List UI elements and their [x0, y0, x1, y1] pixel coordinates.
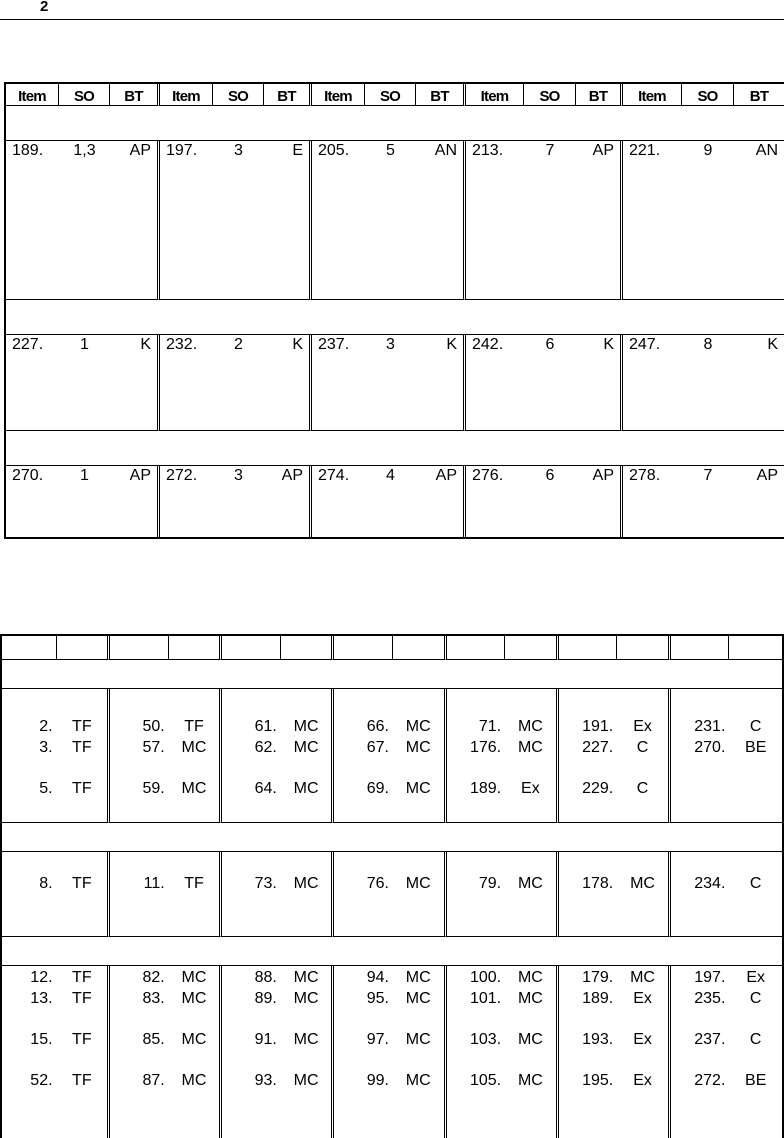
item-type-column — [169, 852, 223, 937]
table1-cell: 8 — [682, 335, 734, 431]
table2-header-cell — [110, 636, 169, 660]
item-number-column — [447, 689, 506, 823]
table1-section-band — [6, 300, 784, 335]
item-number: 97. — [366, 1030, 389, 1048]
table1-cell: 7 — [703, 467, 713, 484]
item-type: MC — [517, 738, 543, 756]
item-number: 83. — [142, 989, 165, 1007]
item-number-column — [334, 966, 393, 1138]
spacer — [447, 1050, 502, 1071]
table1-cell: 274. — [318, 467, 350, 484]
table1-cell: 1 — [59, 335, 110, 431]
section-band-cell — [6, 431, 784, 466]
table2-header-cell — [617, 636, 671, 660]
table1-header-cell: Item — [160, 84, 213, 106]
spacer — [729, 1009, 782, 1030]
table1-row — [6, 335, 784, 431]
table1-header-cell: SO — [682, 84, 734, 106]
table1-cell: 6 — [545, 467, 555, 484]
item-type-column — [505, 689, 559, 823]
item-type: TF — [72, 718, 92, 735]
item-type: MC — [405, 1071, 431, 1089]
item-type-column — [729, 966, 782, 1138]
section-band-cell — [2, 937, 782, 966]
item-number: 79. — [478, 875, 502, 892]
table1-row — [6, 466, 784, 537]
section-band-cell — [2, 660, 782, 689]
spacer — [110, 758, 165, 779]
spacer — [169, 758, 220, 779]
item-number: 50. — [142, 718, 165, 735]
item-number: 13. — [30, 989, 53, 1007]
table1-cell: 242. — [466, 335, 524, 431]
spacer — [617, 1009, 668, 1030]
table1-header-cell: BT — [576, 84, 623, 106]
item-type: MC — [293, 989, 319, 1007]
item-type: TF — [184, 718, 204, 735]
spacer — [281, 1050, 332, 1071]
table1-cell: 227. — [6, 335, 59, 431]
item-number: 76. — [366, 875, 389, 892]
table1-cell: AP — [416, 466, 466, 537]
item-number: 59. — [142, 779, 165, 797]
table2-section-band — [2, 937, 782, 966]
item-type: TF — [72, 875, 92, 892]
item-number: 64. — [254, 779, 277, 797]
item-number: 89. — [254, 989, 277, 1007]
item-type-column — [393, 689, 447, 823]
item-type: Ex — [633, 1030, 652, 1048]
table1-cell: AP — [110, 466, 160, 537]
spacer — [2, 1050, 53, 1071]
table1-cell: AP — [576, 466, 623, 537]
spacer — [334, 1009, 389, 1030]
table1-section-band — [6, 106, 784, 141]
item-number: 193. — [582, 1030, 614, 1048]
header-rule — [0, 19, 784, 20]
item-number: 91. — [254, 1030, 277, 1048]
section-band-cell — [6, 106, 784, 141]
item-number: 57. — [142, 738, 165, 756]
item-type-column — [617, 852, 671, 937]
item-number-column — [559, 852, 618, 937]
item-type: C — [749, 1030, 762, 1048]
table1-row — [6, 141, 784, 300]
item-type-column — [169, 689, 223, 823]
item-number: 101. — [469, 989, 502, 1007]
item-type: MC — [181, 989, 207, 1007]
item-number-column — [222, 852, 281, 937]
item-type: MC — [293, 718, 319, 735]
item-type: MC — [405, 1030, 431, 1048]
item-number: 62. — [254, 738, 277, 756]
table1-cell: 221. — [623, 141, 682, 300]
item-number: 231. — [694, 718, 726, 735]
item-number: 189. — [469, 779, 502, 797]
table1-cell: 247. — [623, 335, 682, 431]
spacer — [334, 1050, 389, 1071]
item-type-column — [393, 966, 447, 1138]
table1-cell: AN — [734, 141, 784, 300]
item-number-column — [110, 852, 169, 937]
spacer — [393, 758, 444, 779]
item-number: 12. — [30, 969, 53, 986]
item-type: MC — [517, 718, 543, 735]
table1-cell: AP — [264, 466, 312, 537]
spacer — [447, 1009, 502, 1030]
table1-header-cell: BT — [416, 84, 466, 106]
item-number-column — [671, 852, 730, 937]
spacer — [505, 758, 556, 779]
item-type: TF — [72, 779, 92, 797]
item-number: 69. — [366, 779, 389, 797]
item-number-column — [222, 966, 281, 1138]
item-number: 191. — [582, 718, 614, 735]
item-number-column — [559, 689, 618, 823]
spacer — [169, 1009, 220, 1030]
item-number: 88. — [254, 969, 277, 986]
table1-header-cell: SO — [365, 84, 416, 106]
item-type: MC — [405, 718, 431, 735]
spacer — [617, 1050, 668, 1071]
table2-header-cell — [281, 636, 335, 660]
item-number: 73. — [254, 875, 277, 892]
item-type: TF — [72, 969, 92, 986]
table1-header-cell: BT — [110, 84, 160, 106]
item-type: MC — [517, 1071, 543, 1089]
item-type: MC — [293, 1030, 319, 1048]
spacer — [671, 1050, 726, 1071]
table2-header-cell — [57, 636, 111, 660]
item-number: 105. — [469, 1071, 502, 1089]
item-type: Ex — [633, 718, 652, 735]
item-number: 189. — [582, 989, 614, 1007]
item-number-column — [334, 689, 393, 823]
section-band-cell — [2, 823, 782, 852]
item-type: MC — [517, 969, 543, 986]
item-type: MC — [293, 1071, 319, 1089]
table1-cell: 1 — [80, 467, 89, 484]
table2-header-cell — [222, 636, 281, 660]
table1-header-cell: Item — [466, 84, 524, 106]
table2-header-cell — [559, 636, 618, 660]
item-type: MC — [405, 969, 431, 986]
table1-cell: 276. — [472, 467, 504, 484]
item-number: 197. — [694, 969, 726, 986]
spacer — [222, 758, 277, 779]
table1-header-cell: SO — [524, 84, 576, 106]
item-number-column — [671, 966, 730, 1138]
item-number: 93. — [254, 1071, 277, 1089]
item-type: MC — [630, 969, 655, 986]
table2-header-cell — [2, 636, 57, 660]
table2-row — [2, 966, 782, 1138]
item-type-column — [505, 966, 559, 1138]
item-type: TF — [184, 875, 204, 892]
item-type: Ex — [633, 989, 652, 1007]
item-number-column — [2, 689, 57, 823]
item-type: MC — [181, 1071, 207, 1089]
table1-header-cell: BT — [264, 84, 312, 106]
item-number: 61. — [254, 718, 277, 735]
item-type: BE — [745, 1071, 767, 1089]
item-type-column — [617, 966, 671, 1138]
table1-cell: K — [734, 335, 784, 431]
table1-header-cell: Item — [312, 84, 365, 106]
spacer — [57, 1050, 108, 1071]
item-type: MC — [181, 779, 207, 797]
table2-header-row — [2, 636, 782, 660]
item-number: 2. — [39, 718, 53, 735]
item-number: 272. — [694, 1071, 726, 1089]
item-type-column — [393, 852, 447, 937]
item-type: MC — [517, 1030, 543, 1048]
item-type: C — [749, 989, 762, 1007]
item-number: 99. — [366, 1071, 389, 1089]
item-type-column — [57, 689, 111, 823]
item-number: 235. — [694, 989, 726, 1007]
item-type: MC — [181, 969, 207, 986]
item-number: 234. — [694, 875, 726, 892]
table1-cell: K — [110, 335, 160, 431]
spacer — [281, 1009, 332, 1030]
item-number: 103. — [469, 1030, 502, 1048]
table1-cell: 3 — [365, 335, 416, 431]
spacer — [393, 1050, 444, 1071]
table1-cell: 2 — [213, 335, 264, 431]
spacer — [617, 758, 668, 779]
table2-row — [2, 852, 782, 937]
item-type-column — [281, 689, 335, 823]
spacer — [57, 1009, 108, 1030]
item-type-column — [505, 852, 559, 937]
table1-cell: 5 — [365, 141, 416, 300]
item-type: TF — [72, 989, 92, 1007]
item-type: C — [636, 738, 649, 756]
item-number-column — [110, 966, 169, 1138]
spacer — [169, 1050, 220, 1071]
item-number: 94. — [366, 969, 389, 986]
item-number: 195. — [582, 1071, 614, 1089]
item-number: 237. — [694, 1030, 726, 1048]
item-type: MC — [293, 738, 319, 756]
item-type: MC — [293, 779, 319, 797]
item-number: 178. — [582, 875, 614, 892]
item-type-column — [729, 852, 782, 937]
item-type-table — [0, 634, 784, 1138]
item-number: 15. — [30, 1030, 53, 1048]
item-type: MC — [405, 738, 431, 756]
spacer — [2, 1009, 53, 1030]
table2-header-cell — [729, 636, 782, 660]
table1-header-cell: BT — [734, 84, 784, 106]
item-number-column — [222, 689, 281, 823]
item-type: Ex — [521, 779, 540, 797]
item-type-column — [57, 966, 111, 1138]
spacer — [393, 1009, 444, 1030]
item-number: 3. — [39, 738, 53, 756]
item-type: MC — [517, 989, 543, 1007]
item-type-column — [281, 852, 335, 937]
table1-cell: 4 — [386, 467, 395, 484]
page-number: 2 — [40, 0, 49, 15]
table2-section-band — [2, 660, 782, 689]
item-type: MC — [181, 1030, 207, 1048]
item-number-column — [447, 852, 506, 937]
spacer — [222, 1050, 277, 1071]
item-type: MC — [405, 779, 431, 797]
item-number: 227. — [582, 738, 614, 756]
item-number: 85. — [142, 1030, 165, 1048]
spacer — [559, 1009, 614, 1030]
item-number-column — [110, 689, 169, 823]
spacer — [505, 1009, 556, 1030]
table1-cell: 9 — [682, 141, 734, 300]
item-number: 87. — [142, 1071, 165, 1089]
item-type: Ex — [746, 969, 766, 986]
item-classification-table — [4, 82, 784, 539]
table2-header-cell — [447, 636, 506, 660]
item-number: 71. — [478, 718, 502, 735]
item-number: 179. — [582, 969, 614, 986]
item-type-column — [729, 689, 782, 823]
item-number: 229. — [582, 779, 614, 797]
item-number: 82. — [142, 969, 165, 986]
section-band-cell — [6, 300, 784, 335]
table1-header-cell: SO — [59, 84, 110, 106]
table1-cell: 3 — [234, 467, 243, 484]
item-type: C — [749, 875, 762, 892]
table1-cell: 272. — [166, 467, 198, 484]
table1-cell: 6 — [524, 335, 576, 431]
spacer — [222, 1009, 277, 1030]
table1-cell: AP — [110, 141, 160, 300]
table2-section-band — [2, 823, 782, 852]
item-type-column — [169, 966, 223, 1138]
spacer — [110, 1050, 165, 1071]
table1-header-cell: Item — [6, 84, 59, 106]
item-number-column — [334, 852, 393, 937]
table1-header-cell: SO — [213, 84, 264, 106]
table1-cell: AP — [576, 141, 623, 300]
table1-cell: 205. — [312, 141, 365, 300]
item-type: MC — [405, 989, 431, 1007]
item-number-column — [2, 852, 57, 937]
table1-cell: K — [576, 335, 623, 431]
spacer — [110, 1009, 165, 1030]
item-type: TF — [72, 738, 92, 756]
item-number: 100. — [469, 969, 502, 986]
table1-cell: E — [264, 141, 312, 300]
table1-cell: 7 — [524, 141, 576, 300]
table2-header-cell — [671, 636, 730, 660]
item-number: 8. — [39, 875, 53, 892]
item-number: 5. — [39, 779, 53, 797]
item-number: 270. — [694, 738, 726, 756]
item-type-column — [617, 689, 671, 823]
item-number: 52. — [30, 1071, 53, 1089]
table1-section-band — [6, 431, 784, 466]
table1-cell: 1,3 — [59, 141, 110, 300]
spacer — [729, 1050, 782, 1071]
table2-row — [2, 689, 782, 823]
table1-cell: 189. — [6, 141, 59, 300]
item-number: 66. — [366, 718, 389, 735]
item-number-column — [671, 689, 730, 823]
item-number: 95. — [366, 989, 389, 1007]
item-number: 176. — [469, 738, 502, 756]
table1-header-row — [6, 84, 784, 106]
spacer — [334, 758, 389, 779]
item-type: MC — [293, 969, 319, 986]
table1-cell: 270. — [12, 467, 44, 484]
item-number-column — [559, 966, 618, 1138]
item-type: MC — [181, 738, 207, 756]
spacer — [559, 758, 614, 779]
table1-cell: 237. — [312, 335, 365, 431]
table1-cell: 213. — [466, 141, 524, 300]
item-type: TF — [72, 1071, 92, 1089]
table2-header-cell — [334, 636, 393, 660]
table1-cell: 232. — [160, 335, 213, 431]
item-number-column — [447, 966, 506, 1138]
table2-header-cell — [505, 636, 559, 660]
table1-cell: K — [416, 335, 466, 431]
table1-cell: 3 — [213, 141, 264, 300]
item-type: C — [636, 779, 649, 797]
table2-header-cell — [393, 636, 447, 660]
table1-cell: K — [264, 335, 312, 431]
item-type: MC — [293, 875, 319, 892]
spacer — [559, 1050, 614, 1071]
item-type: MC — [630, 875, 655, 892]
table1-cell: AP — [756, 467, 778, 484]
item-type: TF — [72, 1030, 92, 1048]
spacer — [447, 758, 502, 779]
item-type-column — [281, 966, 335, 1138]
spacer — [281, 758, 332, 779]
table1-cell: AN — [416, 141, 466, 300]
table1-cell: 278. — [629, 467, 661, 484]
spacer — [671, 1009, 726, 1030]
item-number: 11. — [143, 875, 165, 892]
spacer — [2, 758, 53, 779]
item-number: 67. — [366, 738, 389, 756]
table1-header-cell: Item — [623, 84, 682, 106]
item-type: MC — [517, 875, 543, 892]
spacer — [57, 758, 108, 779]
item-number-column — [2, 966, 57, 1138]
table1-cell: 197. — [160, 141, 213, 300]
spacer — [505, 1050, 556, 1071]
table2-header-cell — [169, 636, 223, 660]
item-type: Ex — [633, 1071, 652, 1089]
item-type-column — [57, 852, 111, 937]
item-type: MC — [405, 875, 431, 892]
item-type: BE — [745, 738, 767, 756]
item-type: C — [749, 718, 762, 735]
